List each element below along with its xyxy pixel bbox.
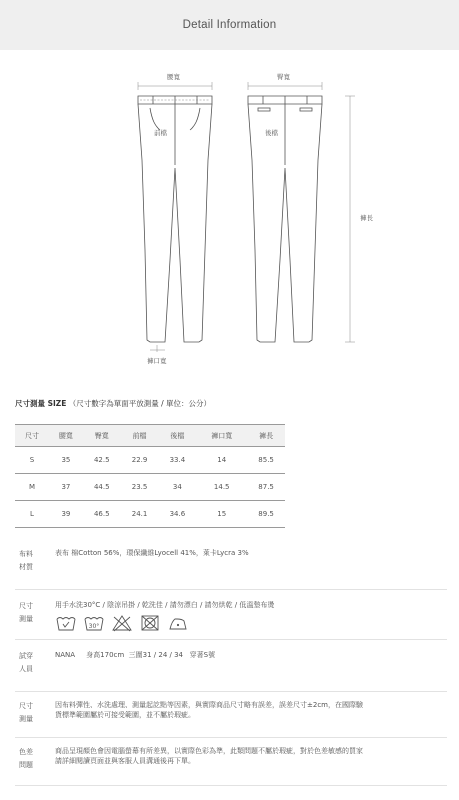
table-cell: 44.5 <box>93 483 110 491</box>
fitting-row <box>15 650 447 692</box>
label-line: 尺寸 <box>19 602 33 610</box>
header-cell: 後檔 <box>170 431 185 440</box>
table-cell: 14.5 <box>213 483 230 491</box>
header-cell: 腰寬 <box>58 431 73 440</box>
material-row <box>15 548 447 590</box>
back-rise-label: 後檔 <box>265 129 278 137</box>
table-cell: L <box>30 510 34 518</box>
text-line: 請詳細閱讀頁面並與客服人員溝通後再下單。 <box>55 757 195 765</box>
care-label <box>15 600 37 626</box>
measure-note-row <box>15 700 447 738</box>
waist-label: 腰寬 <box>167 73 180 81</box>
measure-note-text <box>55 700 447 720</box>
label-line: 尺寸 <box>19 702 33 710</box>
header-cell: 褲長 <box>259 431 274 440</box>
care-text: 用手水洗30°C / 陰涼吊掛 / 乾洗佳 / 請勿漂白 / 請勿烘乾 / 低溫墊布燙 <box>55 601 275 609</box>
color-note-label <box>15 746 37 772</box>
table-cell: 34 <box>172 483 182 491</box>
header-cell: 褲口寬 <box>211 431 233 440</box>
length-label: 褲長 <box>360 214 373 222</box>
table-cell: 85.5 <box>258 456 274 464</box>
text-line: 貨標準範圍屬於可接受範圍，並不屬於瑕疵。 <box>55 711 195 719</box>
section-title: Detail Information <box>182 19 277 31</box>
material-label <box>15 548 37 574</box>
label-line: 試穿 <box>19 652 33 660</box>
table-cell: 33.4 <box>169 456 186 464</box>
front-rise-label: 前檔 <box>154 129 167 137</box>
table-cell: 89.5 <box>258 510 274 518</box>
pants-measurement-diagram <box>0 60 459 380</box>
table-cell: 23.5 <box>131 483 148 491</box>
table-cell: 24.1 <box>131 510 148 518</box>
table-cell: 39 <box>61 510 71 518</box>
size-table <box>15 424 285 528</box>
hem-width-label: 褲口寬 <box>147 357 167 365</box>
low-iron-icon <box>167 614 189 632</box>
material-text: 表布 棉Cotton 56%，環保纖維Lyocell 41%，萊卡Lycra 3% <box>55 549 249 557</box>
table-cell: 35 <box>61 456 71 464</box>
table-row <box>15 474 285 501</box>
label-line: 人員 <box>19 665 33 673</box>
table-cell: M <box>28 483 35 491</box>
wash-30-icon <box>83 614 105 632</box>
table-cell: 46.5 <box>93 510 110 518</box>
size-section-title <box>15 398 211 409</box>
table-cell: 22.9 <box>131 456 148 464</box>
table-cell: 42.5 <box>93 456 110 464</box>
care-row <box>15 600 447 640</box>
no-bleach-icon <box>111 614 133 632</box>
label-line: 布料 <box>19 550 33 558</box>
wash-temp-text: 30° <box>88 623 100 630</box>
table-cell: 37 <box>61 483 71 491</box>
section-header <box>0 0 459 50</box>
color-note-row <box>15 746 447 786</box>
hip-label: 臀寬 <box>277 73 290 81</box>
table-row <box>15 501 285 528</box>
header-cell: 前檔 <box>132 431 147 440</box>
label-line: 色差 <box>19 748 33 756</box>
table-cell: 87.5 <box>258 483 274 491</box>
table-cell: 15 <box>217 510 227 518</box>
label-line: 材質 <box>19 563 33 571</box>
hand-wash-icon <box>55 614 77 632</box>
no-tumble-dry-icon <box>139 614 161 632</box>
care-icons <box>55 614 189 632</box>
table-cell: S <box>29 456 35 464</box>
table-header-row <box>15 425 285 447</box>
text-line: 因布料彈性、水洗處理、測量起訖點等因素，與實際商品尺寸略有誤差，誤差尺寸±2cm，在國際驗 <box>55 701 363 709</box>
table-cell: 14 <box>217 456 227 464</box>
size-title-note: （尺寸數字為單面平放測量 / 單位：公分） <box>68 399 212 408</box>
header-cell: 尺寸 <box>24 431 39 440</box>
text-line: 商品呈現顏色會因電腦螢幕有所差異，以實際色彩為準，此類問題不屬於瑕疵，對於色差敏感的買家 <box>55 747 363 755</box>
label-line: 測量 <box>19 615 33 623</box>
pants-illustration <box>0 60 459 380</box>
size-title-main: 尺寸測量 SIZE <box>15 399 67 408</box>
label-line: 測量 <box>19 715 33 723</box>
fitting-text: NANA 身高170cm 三圍31 / 24 / 34 穿著S號 <box>55 651 216 659</box>
table-cell: 34.6 <box>169 510 186 518</box>
table-row <box>15 447 285 474</box>
fitting-label <box>15 650 37 676</box>
measure-note-label <box>15 700 37 726</box>
header-cell: 臀寬 <box>94 431 109 440</box>
color-note-text <box>55 746 447 766</box>
label-line: 問題 <box>19 761 33 769</box>
